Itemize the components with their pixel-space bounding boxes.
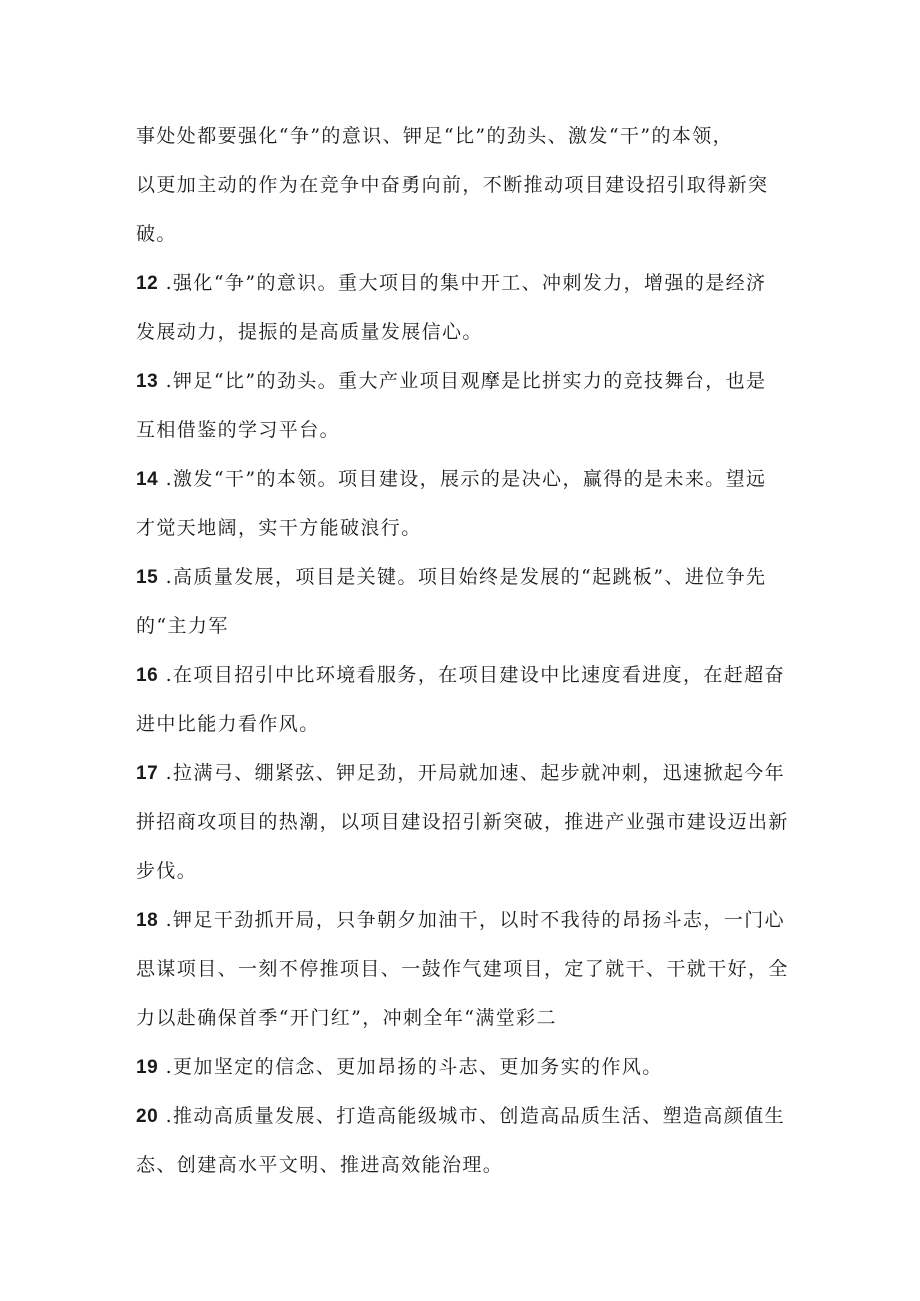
text-line [136, 700, 796, 749]
text-line [136, 945, 796, 994]
line-text: 力以赴确保首季“开门红”，冲刺全年“满堂彩二 [136, 1007, 557, 1029]
item-number: 13 [136, 371, 159, 392]
text-line [136, 847, 796, 896]
item-number: 12 [136, 273, 159, 294]
text-line [136, 210, 796, 259]
text-line [136, 504, 796, 553]
text-line [136, 651, 796, 700]
line-text: 破。 [136, 223, 177, 245]
line-text: 才觉天地阔，实干方能破浪行。 [136, 517, 422, 539]
item-number: 16 [136, 665, 159, 686]
line-text: .推动高质量发展、打造高能级城市、创造高品质生活、塑造高颜值生 [158, 1105, 786, 1127]
line-text: .拉满弓、绷紧弦、钾足劲，开局就加速、起步就冲刺，迅速掀起今年 [158, 762, 786, 784]
text-line [136, 1141, 796, 1190]
line-text: .强化“争”的意识。重大项目的集中开工、冲刺发力，增强的是经济 [158, 272, 767, 294]
line-text: 进中比能力看作风。 [136, 713, 320, 735]
line-text: 发展动力，提振的是高质量发展信心。 [136, 321, 483, 343]
text-line [136, 308, 796, 357]
line-text: .激发“干”的本领。项目建设，展示的是决心，赢得的是未来。望远 [158, 468, 767, 490]
text-line [136, 553, 796, 602]
line-text: .钾足干劲抓开局，只争朝夕加油干，以时不我待的昂扬斗志，一门心 [158, 909, 786, 931]
item-number: 17 [136, 763, 159, 784]
line-text: .钾足“比”的劲头。重大产业项目观摩是比拼实力的竞技舞台，也是 [158, 370, 767, 392]
text-line [136, 455, 796, 504]
line-text: 步伐。 [136, 860, 198, 882]
text-line [136, 161, 796, 210]
line-text: .高质量发展，项目是关键。项目始终是发展的“起跳板”、进位争先 [158, 566, 767, 588]
line-text: .更加坚定的信念、更加昂扬的斗志、更加务实的作风。 [158, 1056, 663, 1078]
item-number: 18 [136, 910, 159, 931]
text-line [136, 357, 796, 406]
text-line [136, 602, 796, 651]
line-text: 互相借鉴的学习平台。 [136, 419, 341, 441]
text-line [136, 749, 796, 798]
text-line [136, 1043, 796, 1092]
text-line [136, 994, 796, 1043]
line-text: 思谋项目、一刻不停推项目、一鼓作气建项目，定了就干、干就干好，全 [136, 958, 789, 980]
item-number: 19 [136, 1057, 159, 1078]
text-line [136, 259, 796, 308]
item-number: 14 [136, 469, 159, 490]
text-line [136, 798, 796, 847]
item-number: 20 [136, 1106, 159, 1127]
text-line [136, 406, 796, 455]
line-text: 的“主力军 [136, 615, 229, 637]
text-line [136, 896, 796, 945]
item-number: 15 [136, 567, 159, 588]
line-text: 拼招商攻项目的热潮，以项目建设招引新突破，推进产业强市建设迈出新 [136, 811, 789, 833]
text-line [136, 1092, 796, 1141]
line-text: .在项目招引中比环境看服务，在项目建设中比速度看进度，在赶超奋 [158, 664, 786, 686]
text-line [136, 112, 796, 161]
line-text: 事处处都要强化“争”的意识、钾足“比”的劲头、激发“干”的本领， [136, 125, 734, 147]
line-text: 以更加主动的作为在竞争中奋勇向前，不断推动项目建设招引取得新突 [136, 174, 769, 196]
document-body [136, 112, 796, 1190]
line-text: 态、创建高水平文明、推进高效能治理。 [136, 1154, 504, 1176]
